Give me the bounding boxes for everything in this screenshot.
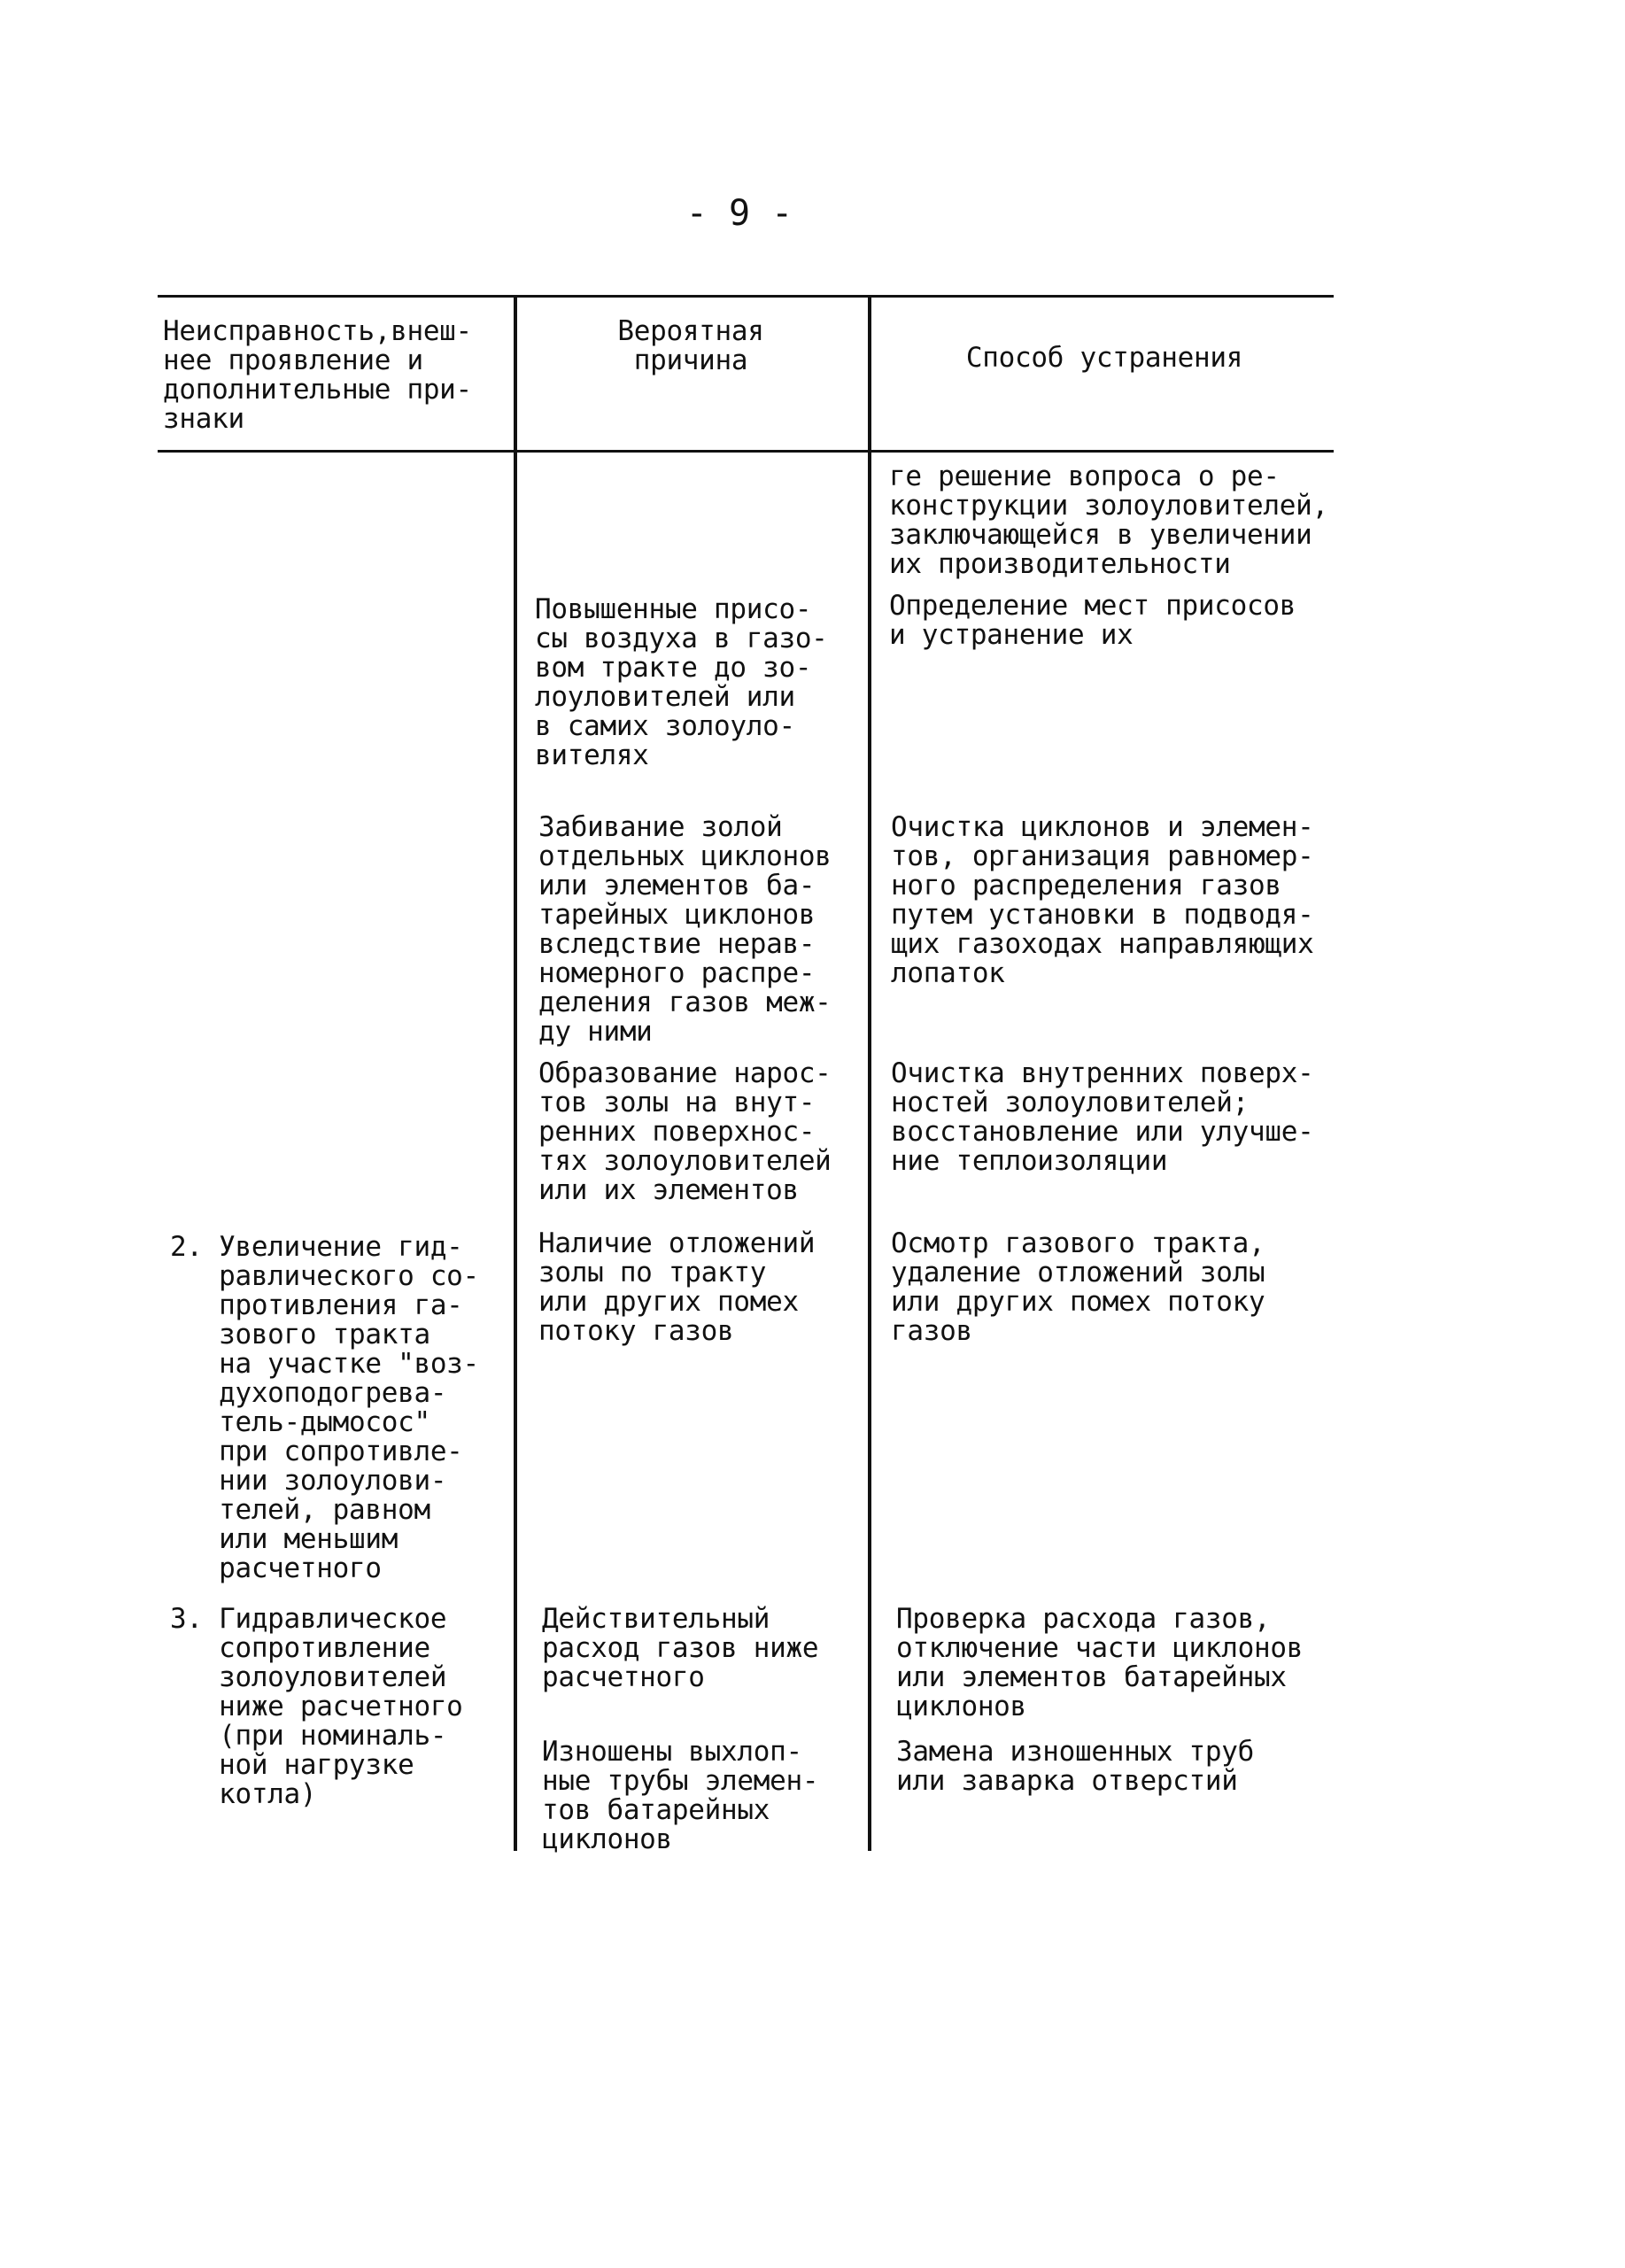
header-bottom-rule xyxy=(158,450,1334,453)
fault-cell: 3. Гидравлическое сопротивление золоуловителей ниже расчетного (при номиналь- ной нагрузке котла) xyxy=(170,1603,463,1810)
header-fault: Неисправность,внеш- нее проявление и дополнительные при- знаки xyxy=(163,315,472,435)
cause-cell: Изношены выхлоп- ные трубы элемен- тов батарейных циклонов xyxy=(542,1736,819,1855)
cause-cell: Забивание золой отдельных циклонов или элементов ба- тарейных циклонов вследствие нерав- номерного распре- деления газов меж- ду ними xyxy=(538,811,832,1048)
column-divider-2 xyxy=(868,297,871,1851)
cause-cell: Повышенные присо- сы воздуха в газо- вом тракте до зо- лоуловителей или в самих золоуло- вителях xyxy=(535,593,828,771)
fault-cell: 2. Увеличение гид- равлического со- противления га- зового тракта на участке "воз- духоподогрева- тель-дымосос" при сопротивле- нии золоулови- телей, равном или меньшим расчетного xyxy=(170,1231,479,1584)
header-remedy: Способ устранения xyxy=(965,342,1243,374)
remedy-cell: Осмотр газового тракта, удаление отложений золы или других помех потоку газов xyxy=(891,1227,1265,1347)
remedy-cell: Очистка внутренних поверх- ностей золоуловителей; восстановление или улучше- ние теплоизоляции xyxy=(891,1057,1314,1177)
cause-cell: Наличие отложений золы по тракту или других помех потоку газов xyxy=(538,1227,816,1347)
remedy-cell: Очистка циклонов и элемен- тов, организация равномер- ного распределения газов путем установки в подводя- щих газоходах направляющих лопаток xyxy=(891,811,1314,989)
column-divider-1 xyxy=(514,297,517,1851)
cause-cell: Действительный расход газов ниже расчетного xyxy=(542,1603,819,1693)
header-cause: Вероятная причина xyxy=(617,315,764,376)
remedy-cell: Определение мест присосов и устранение их xyxy=(889,590,1296,651)
remedy-cell: ге решение вопроса о ре- конструкции золоуловителей, заключающейся в увеличении их производительности xyxy=(889,461,1328,580)
table-top-rule xyxy=(158,295,1334,298)
page-number: - 9 - xyxy=(685,193,793,234)
remedy-cell: Замена изношенных труб или заварка отверстий xyxy=(896,1736,1254,1797)
remedy-cell: Проверка расхода газов, отключение части циклонов или элементов батарейных циклонов xyxy=(896,1603,1304,1722)
cause-cell: Образование нарос- тов золы на внут- ренних поверхнос- тях золоуловителей или их элементов xyxy=(538,1057,832,1206)
